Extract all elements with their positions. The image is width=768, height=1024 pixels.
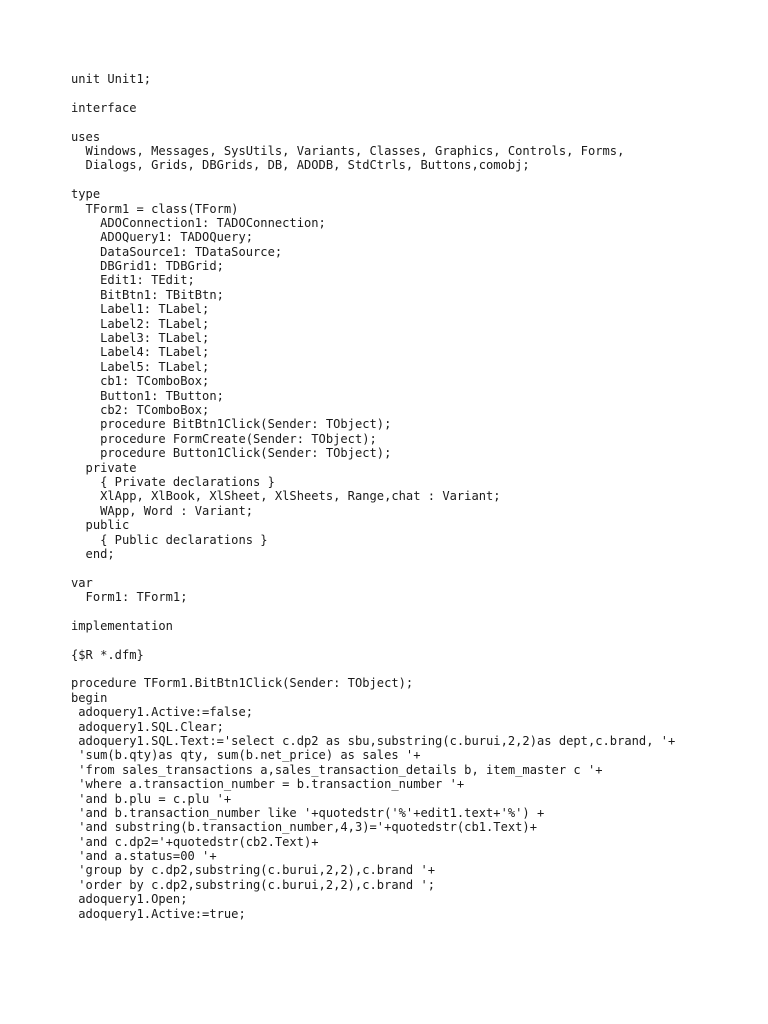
code-line: 'and substring(b.transaction_number,4,3)='+quotedstr(cb1.Text)+: [71, 820, 537, 835]
code-line: var: [71, 575, 93, 590]
code-line: 'order by c.dp2,substring(c.burui,2,2),c.brand ';: [71, 877, 436, 892]
code-line: Label4: TLabel;: [71, 345, 210, 360]
code-line: cb1: TComboBox;: [71, 374, 210, 389]
code-line: cb2: TComboBox;: [71, 402, 210, 417]
code-line: 'group by c.dp2,substring(c.burui,2,2),c.brand '+: [71, 863, 436, 878]
code-line: procedure BitBtn1Click(Sender: TObject);: [71, 417, 392, 432]
code-line: ADOConnection1: TADOConnection;: [71, 215, 326, 230]
code-line: TForm1 = class(TForm): [71, 201, 239, 216]
code-line: BitBtn1: TBitBtn;: [71, 287, 224, 302]
code-line: interface: [71, 100, 137, 115]
code-line: Label1: TLabel;: [71, 302, 210, 317]
blank-line: [71, 662, 751, 676]
code-line: public: [71, 518, 130, 533]
code-line: end;: [71, 546, 115, 561]
blank-line: [71, 86, 751, 100]
code-line: adoquery1.SQL.Text:='select c.dp2 as sbu,substring(c.burui,2,2)as dept,c.brand, '+: [71, 733, 676, 748]
code-line: 'sum(b.qty)as qty, sum(b.net_price) as sales '+: [71, 748, 421, 763]
code-line: Label3: TLabel;: [71, 331, 210, 346]
code-line: DBGrid1: TDBGrid;: [71, 259, 224, 274]
code-line: 'and c.dp2='+quotedstr(cb2.Text)+: [71, 834, 319, 849]
code-line: unit Unit1;: [71, 72, 152, 86]
blank-line: [71, 115, 751, 129]
code-line: adoquery1.SQL.Clear;: [71, 719, 224, 734]
code-line: Edit1: TEdit;: [71, 273, 195, 288]
code-line: { Private declarations }: [71, 474, 275, 489]
code-line: 'and b.plu = c.plu '+: [71, 791, 232, 806]
blank-line: [71, 604, 751, 618]
code-line: implementation: [71, 618, 173, 633]
code-line: 'from sales_transactions a,sales_transaction_details b, item_master c '+: [71, 762, 603, 777]
code-line: private: [71, 460, 137, 475]
code-line: Windows, Messages, SysUtils, Variants, Classes, Graphics, Controls, Forms,: [71, 143, 625, 158]
code-line: begin: [71, 690, 108, 705]
code-line: adoquery1.Active:=true;: [71, 906, 246, 921]
blank-line: [71, 633, 751, 647]
code-line: 'and a.status=00 '+: [71, 849, 217, 864]
code-line: Label5: TLabel;: [71, 359, 210, 374]
code-line: procedure Button1Click(Sender: TObject);: [71, 446, 392, 461]
code-line: {$R *.dfm}: [71, 647, 144, 662]
code-line: procedure FormCreate(Sender: TObject);: [71, 431, 377, 446]
code-line: DataSource1: TDataSource;: [71, 244, 283, 259]
code-line: Dialogs, Grids, DBGrids, DB, ADODB, StdCtrls, Buttons,comobj;: [71, 158, 530, 173]
code-line: adoquery1.Open;: [71, 892, 188, 907]
code-line: Label2: TLabel;: [71, 316, 210, 331]
code-line: Button1: TButton;: [71, 388, 224, 403]
code-line: uses: [71, 129, 101, 144]
code-line: 'and b.transaction_number like '+quotedstr('%'+edit1.text+'%') +: [71, 805, 545, 820]
code-line: XlApp, XlBook, XlSheet, XlSheets, Range,chat : Variant;: [71, 489, 501, 504]
code-line: procedure TForm1.BitBtn1Click(Sender: TObject);: [71, 676, 414, 691]
code-line: type: [71, 187, 101, 202]
code-line: WApp, Word : Variant;: [71, 503, 254, 518]
code-line: { Public declarations }: [71, 532, 268, 547]
code-line: ADOQuery1: TADOQuery;: [71, 230, 254, 245]
blank-line: [71, 173, 751, 187]
code-line: adoquery1.Active:=false;: [71, 705, 254, 720]
blank-line: [71, 561, 751, 575]
code-listing: [71, 72, 751, 921]
code-line: 'where a.transaction_number = b.transaction_number '+: [71, 777, 465, 792]
code-line: Form1: TForm1;: [71, 590, 188, 605]
